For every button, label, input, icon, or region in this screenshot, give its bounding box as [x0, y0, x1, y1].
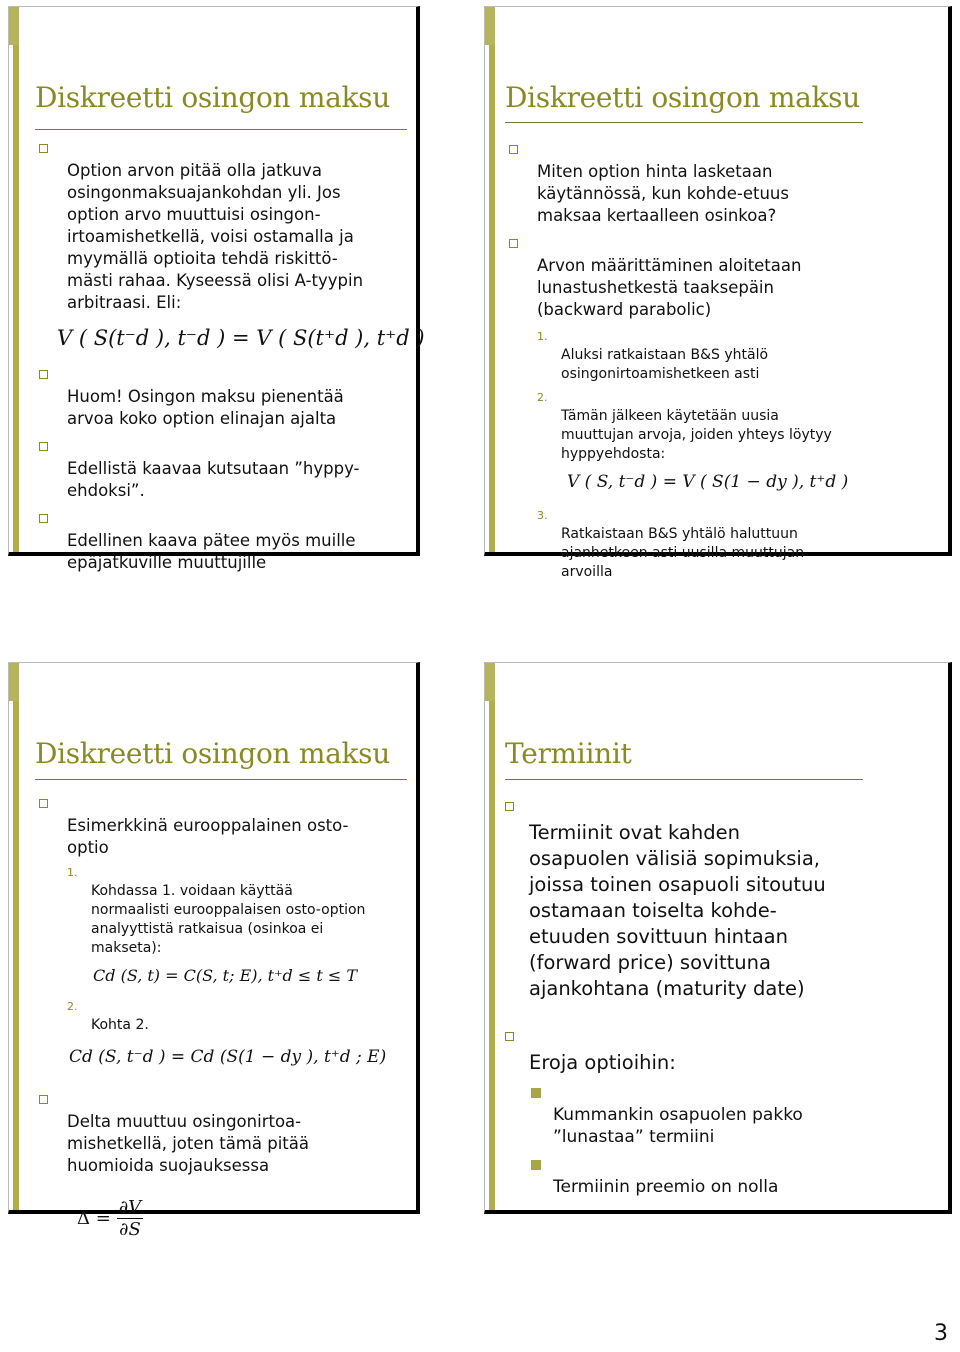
square-bullet-icon [39, 370, 48, 379]
bullet-item: Termiinit ovat kahden osapuolen välisiä sopimuksia, joissa toinen osapuoli sitoutuu ostamaan toiselta kohde- etuuden sovittuun hintaan (forward price) sovittuna ajankohtana (maturity date) [505, 794, 925, 1002]
square-bullet-icon [509, 239, 518, 248]
call-jump-formula: Cd (S, t⁻d ) = Cd (S(1 − dy ), t⁺d ; E) [69, 1047, 387, 1067]
slide-title: Diskreetti osingon maksu [35, 81, 390, 114]
slide-accent-bar [9, 7, 19, 45]
square-bullet-icon [39, 144, 48, 153]
filled-square-bullet-icon [531, 1088, 541, 1098]
slide-accent-bar [485, 7, 495, 45]
delta-formula [77, 1197, 409, 1240]
slide-accent-bar-lower [13, 701, 19, 1210]
numbered-step: 2. Tämän jälkeen käytetään uusia muuttujan arvoja, joiden yhteys löytyy hyppyehdosta: [537, 391, 832, 462]
slide-2 [484, 6, 952, 580]
bullet-item: Delta muuttuu osingonirtoa- mishetkellä, joten tämä pitää huomioida suojauksessa [39, 1089, 409, 1177]
bullet-item: Miten option hinta lasketaan käytännössä, kun kohde-etuus maksaa kertaalleen osinkoa? [509, 139, 929, 227]
sub-bullet-item: Kummankin osapuolen pakko ”lunastaa” termiini [527, 1082, 925, 1148]
jump-condition-formula: V ( S(t⁻d ), t⁻d ) = V ( S(t⁺d ), t⁺d ) [57, 326, 425, 350]
slide-3 [8, 662, 420, 1240]
slide-accent-bar-lower [489, 701, 495, 1210]
bullet-item: Huom! Osingon maksu pienentää arvoa koko option elinajan ajalta [39, 364, 409, 430]
numbered-step: 1. Kohdassa 1. voidaan käyttää normaalisti eurooppalaisen osto-option analyyttistä ratkaisua (osinkoa ei makseta): [67, 866, 366, 956]
slide-title: Diskreetti osingon maksu [505, 81, 860, 114]
square-bullet-icon [39, 1095, 48, 1104]
page-number: 3 [934, 1321, 948, 1346]
slide-4 [484, 662, 952, 1214]
numbered-step: 2. Kohta 2. [67, 1000, 149, 1033]
bullet-item: Arvon määrittäminen aloitetaan lunastushetkestä taaksepäin (backward parabolic) [509, 233, 929, 321]
bullet-item: Esimerkkinä eurooppalainen osto- optio [39, 793, 409, 859]
slide-1 [8, 6, 425, 572]
delta-lhs: Δ = [77, 1208, 111, 1229]
slide-accent-bar-lower [489, 45, 495, 552]
slide-accent-bar-lower [13, 45, 19, 552]
title-divider [505, 122, 863, 123]
title-divider [505, 779, 863, 780]
square-bullet-icon [39, 799, 48, 808]
title-divider [35, 779, 407, 780]
jump-formula: V ( S, t⁻d ) = V ( S(1 − dy ), t⁺d ) [567, 472, 849, 492]
square-bullet-icon [39, 514, 48, 523]
bullet-item: Option arvon pitää olla jatkuva osingonmaksuajankohdan yli. Jos option arvo muuttuisi osingon- irtoamishetkellä, voisi ostamalla ja myymällä optioita tehdä riskittö- mästi rahaa. Kyseessä olisi A-tyypin arbitraasi. Eli: [39, 138, 409, 314]
bullet-item: Edellinen kaava pätee myös muille epäjatkuville muuttujille [39, 508, 409, 574]
square-bullet-icon [505, 1032, 514, 1041]
slide-accent-bar [9, 663, 19, 701]
numbered-step: 1. Aluksi ratkaistaan B&S yhtälö osingonirtoamishetkeen asti [537, 330, 769, 382]
slide-title: Diskreetti osingon maksu [35, 737, 390, 770]
bullet-item: Edellistä kaavaa kutsutaan ”hyppy- ehdoksi”. [39, 436, 409, 502]
delta-denominator: ∂S [119, 1219, 141, 1240]
square-bullet-icon [39, 442, 48, 451]
square-bullet-icon [505, 802, 514, 811]
call-price-formula: Cd (S, t) = C(S, t; E), t⁺d ≤ t ≤ T [93, 966, 358, 985]
bullet-item: Eroja optioihin: [505, 1024, 925, 1076]
sub-bullet-item: Termiinin preemio on nolla [527, 1154, 925, 1198]
slide-accent-bar [485, 663, 495, 701]
filled-square-bullet-icon [531, 1160, 541, 1170]
square-bullet-icon [509, 145, 518, 154]
title-divider [35, 129, 407, 130]
delta-numerator: ∂V [118, 1197, 142, 1218]
slide-title: Termiinit [505, 737, 632, 770]
numbered-step: 3. Ratkaistaan B&S yhtälö haluttuun ajanhetkeen asti uusilla muuttujan arvoilla [537, 509, 805, 580]
